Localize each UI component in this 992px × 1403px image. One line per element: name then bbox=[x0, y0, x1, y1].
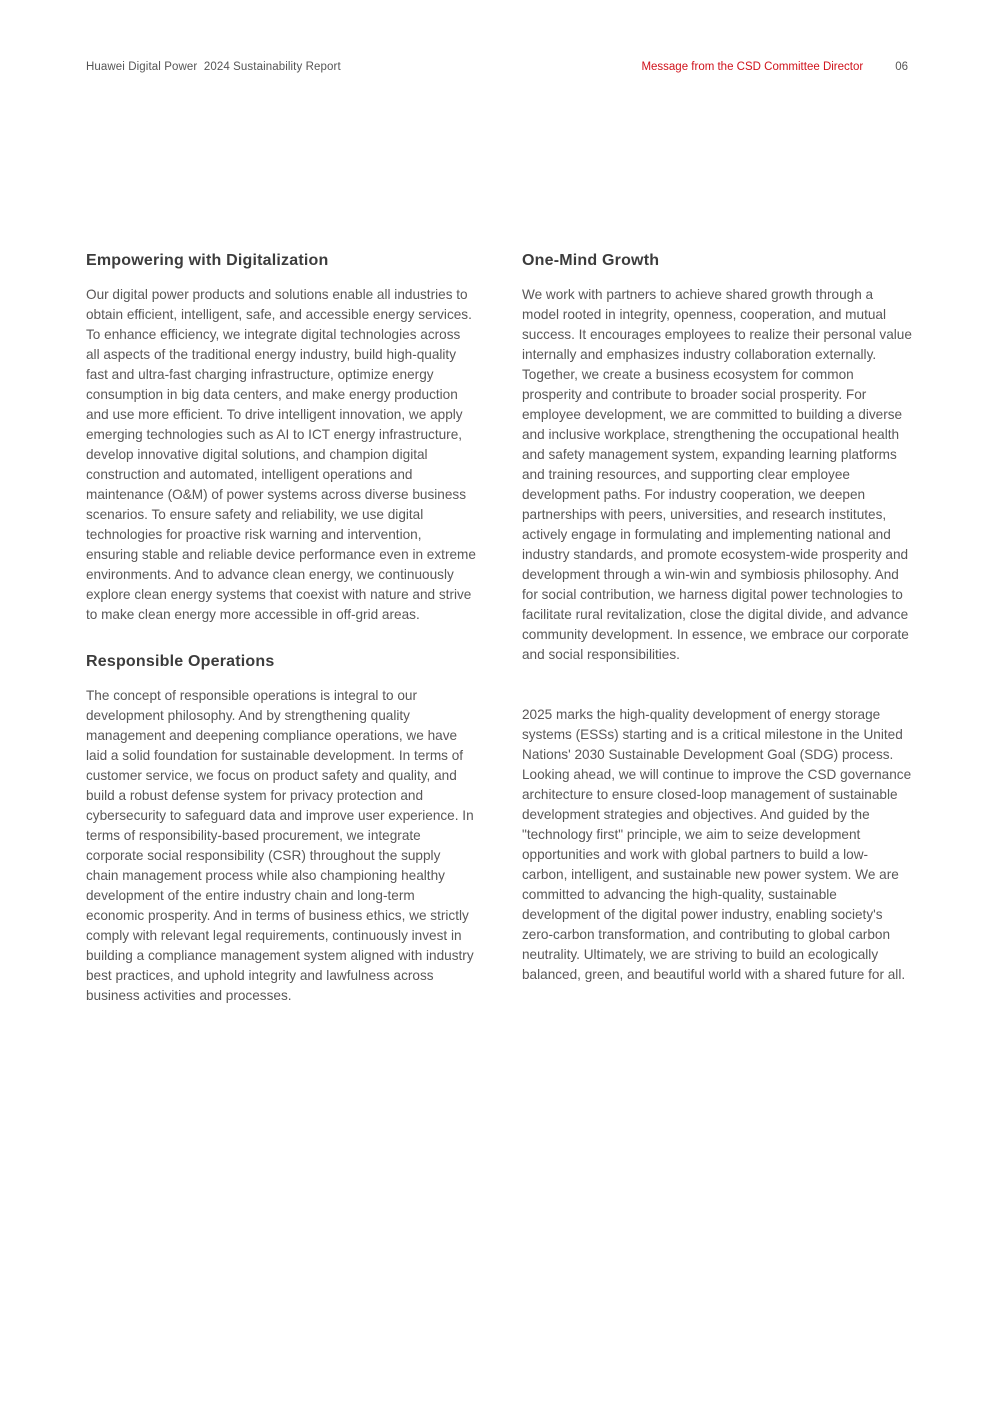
section-outlook-2025 bbox=[522, 705, 912, 985]
section-body: 2025 marks the high-quality development of energy storage systems (ESSs) starting and is a critical milestone in the United Nations' 2030 Sustainable Development Goal (SDG) process. Looking ahead, we will continue to improve the CSD governance architecture to ensure closed-loop management of sustainable development strategies and objectives. And guided by the "technology first" principle, we aim to seize development opportunities and work with global partners to build a low-carbon, intelligent, and sustainable new power system. We are committed to advancing the high-quality, sustainable development of the digital power industry, enabling society's zero-carbon transformation, and contributing to global carbon neutrality. Ultimately, we are striving to build an ecologically balanced, green, and beautiful world with a shared future for all. bbox=[522, 707, 912, 982]
section-heading: One-Mind Growth bbox=[522, 252, 660, 269]
section-one-mind-growth bbox=[522, 252, 912, 665]
page-number: 06 bbox=[895, 61, 908, 73]
left-column bbox=[86, 252, 476, 1006]
section-body: The concept of responsible operations is integral to our development philosophy. And by strengthening quality management and deepening compliance operations, we have laid a solid foundation for sustainable development. In terms of customer service, we focus on product safety and quality, and build a robust defense system for privacy protection and cybersecurity to safeguard data and improve user experience. In terms of responsibility-based procurement, we integrate corporate social responsibility (CSR) throughout the supply chain management process while also championing healthy development of the entire industry chain and long-term economic prosperity. And in terms of business ethics, we strictly comply with relevant legal requirements, continuously invest in building a compliance management system aligned with industry best practices, and uphold integrity and lawfulness across business activities and processes. bbox=[86, 688, 474, 1003]
content-columns bbox=[86, 252, 912, 1006]
section-heading: Empowering with Digitalization bbox=[86, 252, 329, 269]
section-heading: Responsible Operations bbox=[86, 653, 275, 670]
section-empowering-with-digitalization bbox=[86, 252, 476, 625]
right-column bbox=[522, 252, 912, 1006]
section-body: We work with partners to achieve shared growth through a model rooted in integrity, openness, cooperation, and mutual success. It encourages employees to realize their personal value internally and emphasizes industry collaboration externally. Together, we create a business ecosystem for common prosperity and contribute to broader social prosperity. For employee development, we are committed to building a diverse and inclusive workplace, strengthening the occupational health and safety management system, expanding learning platforms and training resources, and supporting clear employee development paths. For industry cooperation, we deepen partnerships with peers, universities, and research institutes, actively engage in formulating and implementing national and industry standards, and promote ecosystem-wide prosperity and development through a win-win and symbiosis philosophy. And for social contribution, we harness digital power technologies to facilitate rural revitalization, close the digital divide, and advance community development. In essence, we embrace our corporate and social responsibilities. bbox=[522, 287, 912, 662]
section-responsible-operations bbox=[86, 653, 476, 1006]
page-header bbox=[86, 61, 908, 73]
header-right bbox=[641, 61, 908, 73]
chapter-title: Message from the CSD Committee Director bbox=[641, 61, 864, 73]
section-body: Our digital power products and solutions enable all industries to obtain efficient, intelligent, safe, and accessible energy services. To enhance efficiency, we integrate digital technologies across all aspects of the traditional energy industry, build high-quality fast and ultra-fast charging infrastructure, optimize energy consumption in big data centers, and make energy production and use more efficient. To drive intelligent innovation, we apply emerging technologies such as AI to ICT energy infrastructure, develop innovative digital solutions, and champion digital construction and automated, intelligent operations and maintenance (O&M) of power systems across diverse business scenarios. To ensure safety and reliability, we use digital technologies for proactive risk warning and intervention, ensuring stable and reliable device performance even in extreme environments. And to advance clean energy, we continuously explore clean energy systems that coexist with nature and strive to make clean energy more accessible in off-grid areas. bbox=[86, 287, 476, 622]
report-title: Huawei Digital Power 2024 Sustainability Report bbox=[86, 61, 341, 73]
